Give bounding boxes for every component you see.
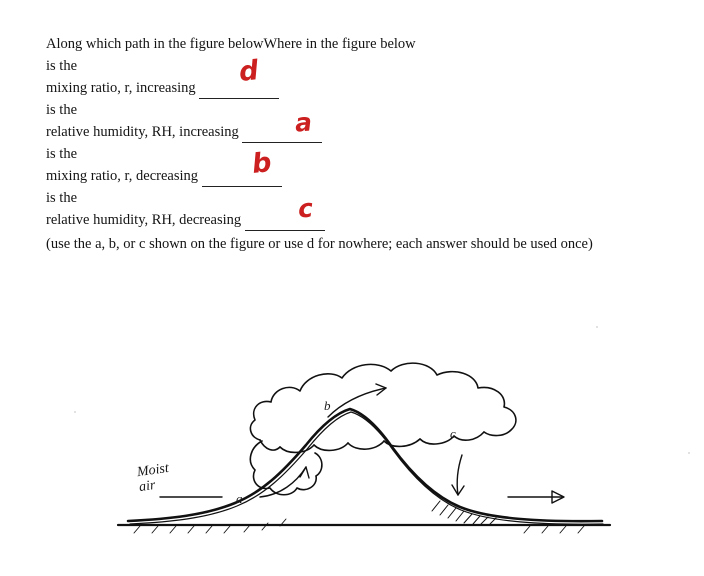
- paper-speck: [74, 411, 76, 413]
- question-line-6: [46, 143, 666, 165]
- question-line-9: [46, 209, 666, 231]
- question-line-7-text: mixing ratio, r, decreasing: [46, 168, 202, 184]
- figure-label-moist-air: [136, 461, 172, 495]
- question-line-6-text: is the: [46, 146, 78, 162]
- question-line-8: [46, 187, 666, 209]
- question-line-1: [46, 33, 666, 55]
- question-line-7: [46, 165, 666, 187]
- handwritten-answer-4: c: [297, 193, 314, 224]
- figure-label-a: a: [236, 491, 243, 506]
- question-line-4-text: is the: [46, 102, 78, 118]
- question-line-5: [46, 121, 666, 143]
- figure-label-c: c: [450, 426, 456, 441]
- paper-speck: [596, 326, 598, 328]
- mountain-cloud-figure: [110, 325, 630, 555]
- figure-label-b: b: [324, 398, 331, 413]
- question-text-block: [46, 33, 666, 255]
- figure-drawing: [110, 325, 630, 555]
- question-line-8-text: is the: [46, 190, 78, 206]
- moist-air-line-1: Moist: [136, 460, 170, 481]
- question-line-2: [46, 55, 666, 77]
- answer-blank-1[interactable]: [199, 83, 279, 99]
- question-line-3-text: mixing ratio, r, increasing: [46, 80, 200, 96]
- question-line-3: [46, 77, 666, 99]
- handwritten-answer-2: a: [294, 107, 313, 138]
- question-line-2-text: is the: [46, 58, 78, 74]
- handwritten-answer-1: d: [237, 55, 260, 88]
- paper-speck: [688, 452, 690, 454]
- question-line-9-text: relative humidity, RH, decreasing: [46, 212, 245, 228]
- moist-air-line-2: air: [138, 477, 157, 496]
- instructions-note: (use the a, b, or c shown on the figure or use d for nowhere; each answer should be used once): [46, 236, 593, 252]
- question-line-5-text: relative humidity, RH, increasing: [46, 124, 243, 140]
- question-line-1-text: Along which path in the figure belowWhere in the figure below: [46, 36, 416, 52]
- question-line-4: [46, 99, 666, 121]
- handwritten-answer-3: b: [250, 147, 273, 180]
